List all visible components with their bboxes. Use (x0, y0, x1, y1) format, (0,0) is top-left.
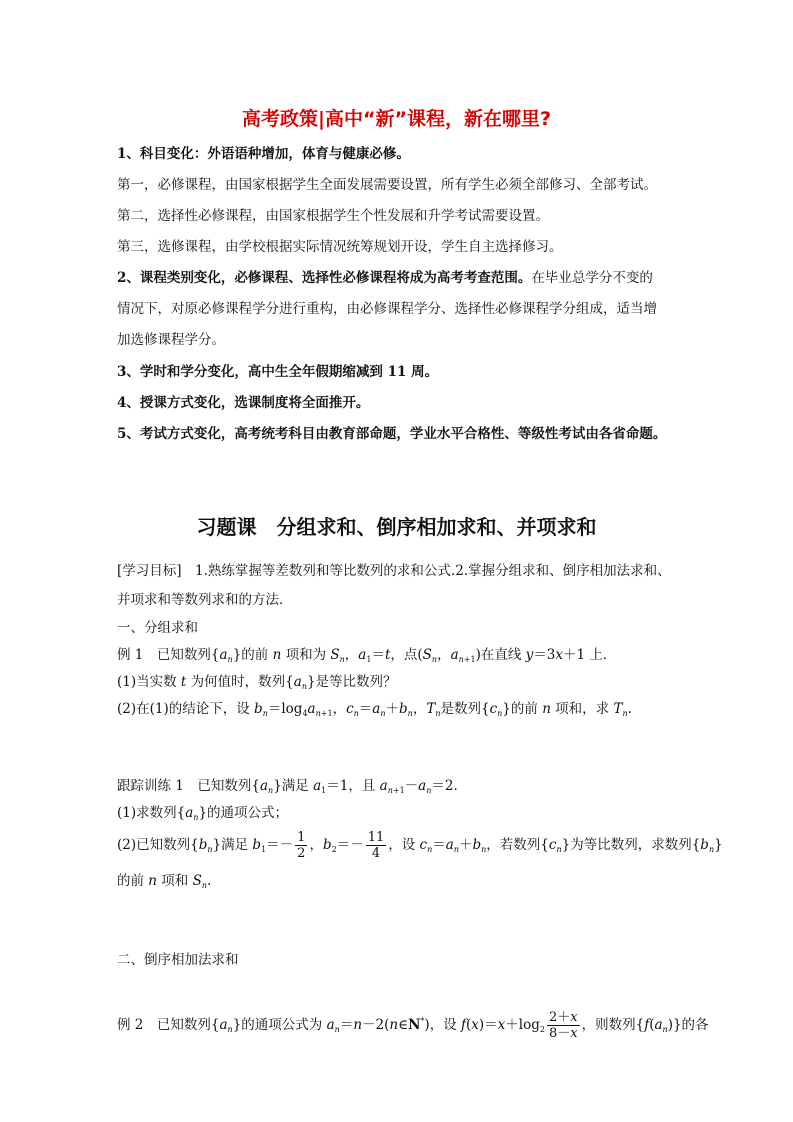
example-1-part-1: (1)当实数 t 为何值时，数列$\{a_n\}$是等比数列？ (117, 674, 397, 691)
practice-1-part-2-cont: 的前 n 项和 $S_n$. (117, 873, 212, 890)
notice-item-3: 3、学时和学分变化，高中生全年假期缩减到 11 周。 (117, 364, 439, 380)
notice-item-2 (117, 269, 653, 287)
notice-item-2-line3: 加选修课程学分。 (117, 332, 225, 348)
fraction-one-half: $\frac{1}{2}$ (297, 830, 306, 861)
notice-item-4: 4、授课方式变化，选课制度将全面推开。 (117, 395, 370, 411)
notice-item-5: 5、考试方式变化，高考统考科目由教育部命题，学业水平合格性、等级性考试由各省命题。 (117, 426, 667, 442)
section-heading-grouping: 一、分组求和 (117, 620, 198, 636)
fraction-eleven-quarters: $\frac{11}{4}$ (367, 830, 385, 861)
learning-goals-line1: [学习目标] 1.熟练掌握等差数列和等比数列的求和公式.2.掌握分组求和、倒序相加法求和、 (117, 563, 671, 579)
lesson-title: 习题课 分组求和、倒序相加求和、并项求和 (196, 515, 597, 539)
example-1-part-2: (2)在(1)的结论下，设 $b_n=\log_4a_{n+1}$，$c_n=a_n+b_n$，$T_n$是数列$\{c_n\}$的前 n 项和，求 $T_n$. (117, 701, 632, 718)
example-2-statement: 例 2 已知数列$\{a_n\}$的通项公式为 $a_n=n-2(n\in N^*)$，设 $f(x)=x+\log_2$ $\frac{2+x}{8-x}$ ，则数列$\{f(a_n)\}$的各 (117, 1010, 709, 1041)
notice-item-2-rest: 在毕业总学分不变的 (531, 270, 653, 286)
section-heading-reverse-sum: 二、倒序相加法求和 (117, 952, 239, 968)
learning-goals-line2: 并项求和等数列求和的方法． (117, 592, 293, 608)
practice-1-statement: 跟踪训练 1 已知数列$\{a_n\}$满足 $a_1=1$，且 $a_{n+1}-a_n=2$. (117, 778, 458, 795)
notice-item-2-bold: 2、课程类别变化，必修课程、选择性必修课程将成为高考考查范围。 (117, 270, 532, 286)
notice-item-2-line2: 情况下，对原必修课程学分进行重构，由必修课程学分、选择性必修课程学分组成，适当增 (117, 301, 657, 317)
notice-para-first: 第一，必修课程，由国家根据学生全面发展需要设置，所有学生必须全部修习、全部考试。 (117, 177, 657, 193)
example-1-statement: 例 1 已知数列$\{a_n\}$的前 n 项和为 $S_n$，$a_1=t$，点($S_n$，$a_{n+1}$)在直线 y＝3x＋1 上． (117, 647, 617, 664)
fraction-log-argument: $\frac{2+x}{8-x}$ (548, 1010, 578, 1041)
notice-title: 高考政策|高中“新”课程，新在哪里? (242, 108, 551, 130)
notice-item-1: 1、科目变化：外语语种增加，体育与健康必修。 (117, 146, 410, 162)
notice-para-third: 第三，选修课程，由学校根据实际情况统筹规划开设，学生自主选择修习。 (117, 239, 563, 255)
practice-1-part-2: (2)已知数列$\{b_n\}$满足 $b_1=-$ $\frac{1}{2}$ ，$b_2=-$ $\frac{11}{4}$ ，设 $c_n=a_n+b_n$，若数列$\{c_n\}$为等比数列，求数列$\{b_n\}$ (117, 830, 723, 861)
notice-para-second: 第二，选择性必修课程，由国家根据学生个性发展和升学考试需要设置。 (117, 208, 549, 224)
practice-1-part-1: (1)求数列$\{a_n\}$的通项公式； (117, 805, 289, 822)
